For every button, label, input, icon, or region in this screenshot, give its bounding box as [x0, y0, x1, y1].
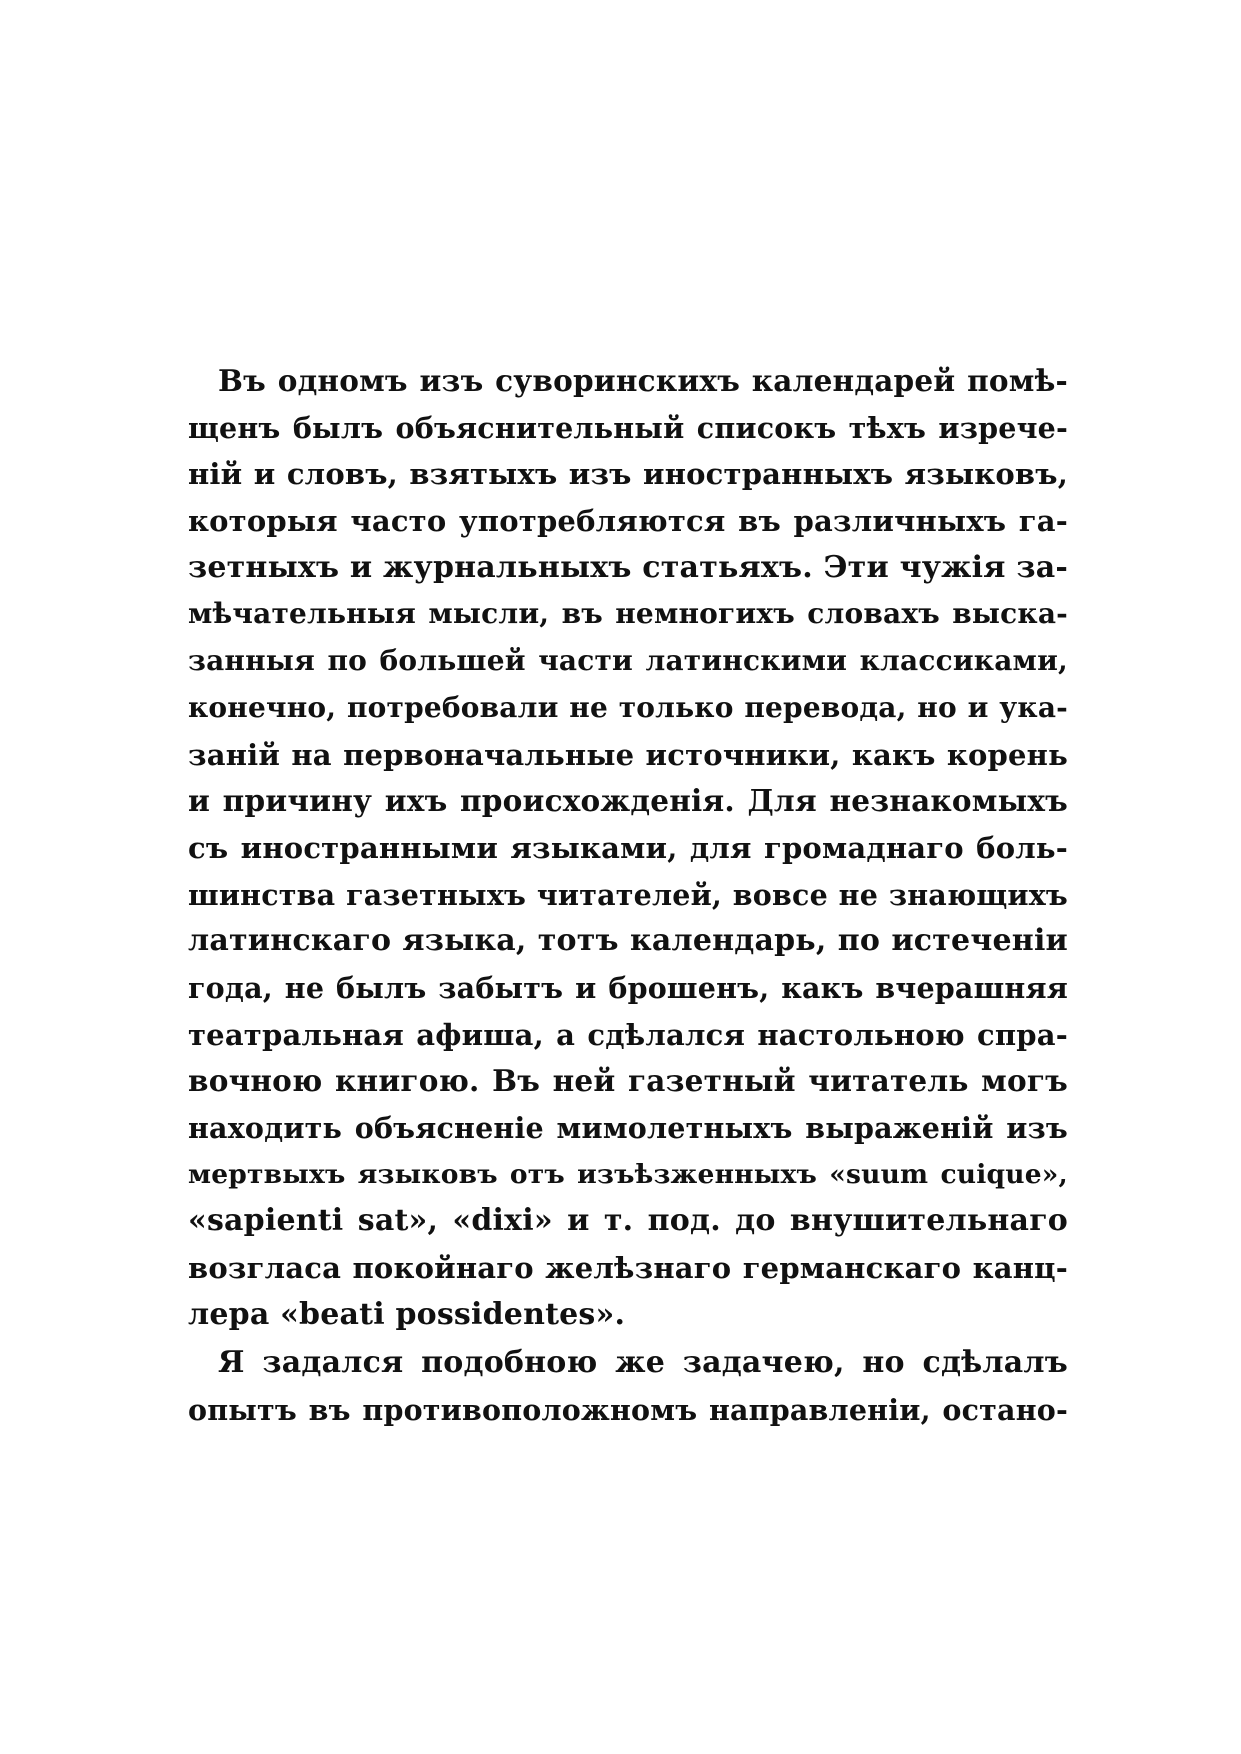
- text-line: ній и словъ, взятыхъ изъ иностранныхъ языковъ,: [188, 457, 1068, 492]
- paragraph-2: [188, 1340, 1068, 1433]
- text-line: мертвыхъ языковъ отъ изъѣзженныхъ «suum cuique»,: [188, 1158, 1068, 1190]
- text-line: конечно, потребовали не только перевода, но и ука-: [188, 690, 1068, 724]
- paragraph-1: [188, 358, 1068, 1338]
- text-line: мѣчательныя мысли, въ немногихъ словахъ выска-: [188, 597, 1068, 631]
- text-line: возгласа покойнаго желѣзнаго германскаго канц-: [188, 1251, 1068, 1286]
- text-line: театральная афиша, а сдѣлался настольною спра-: [188, 1017, 1068, 1052]
- text-line: Въ одномъ изъ суворинскихъ календарей помѣ-: [218, 363, 1068, 398]
- text-line: лера «beati possidentes».: [188, 1296, 626, 1332]
- text-line: зетныхъ и журнальныхъ статьяхъ. Эти чужія за-: [188, 549, 1068, 585]
- text-line: шинства газетныхъ читателей, вовсе не знающихъ: [188, 877, 1068, 912]
- text-line: щенъ былъ объяснительный списокъ тѣхъ изрече-: [188, 410, 1068, 445]
- text-line: и причину ихъ происхожденія. Для незнакомыхъ: [188, 783, 1068, 819]
- text-line: съ иностранными языками, для громаднаго боль-: [188, 830, 1068, 865]
- text-line: заній на первоначальные источники, какъ корень: [188, 737, 1068, 772]
- text-line: находить объясненіе мимолетныхъ выраженій изъ: [188, 1111, 1068, 1145]
- text-line: «sapienti sat», «dixi» и т. под. до внушительнаго: [188, 1203, 1068, 1239]
- text-line: вочною книгою. Въ ней газетный читатель могъ: [188, 1063, 1068, 1099]
- text-line: занныя по большей части латинскими классиками,: [188, 644, 1068, 678]
- text-line: латинскаго языка, тотъ календарь, по истеченіи: [188, 923, 1068, 959]
- text-line: опытъ въ противоположномъ направленіи, остано-: [188, 1393, 1068, 1428]
- body-text: [188, 358, 1068, 1434]
- text-line: года, не былъ забытъ и брошенъ, какъ вчерашняя: [188, 970, 1068, 1005]
- text-line: которыя часто употребляются въ различныхъ га-: [188, 504, 1068, 539]
- text-line: Я задался подобною же задачею, но сдѣлалъ: [218, 1345, 1068, 1381]
